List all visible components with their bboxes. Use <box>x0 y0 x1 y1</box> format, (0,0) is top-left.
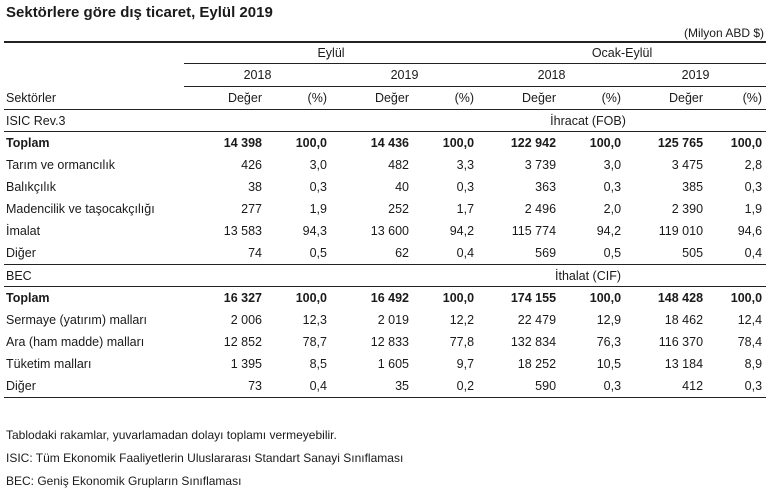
value-cell: 2 006 <box>230 313 262 327</box>
group-header-eylul: Eylül <box>184 42 478 64</box>
value-cell: 115 774 <box>511 224 557 238</box>
table-row <box>4 220 766 242</box>
value-cell: 119 010 <box>658 224 704 238</box>
footnote: BEC: Geniş Ekonomik Grupların Sınıflaması <box>6 474 242 488</box>
percent-cell: 76,3 <box>596 335 622 349</box>
footnote: ISIC: Tüm Ekonomik Faaliyetlerin Uluslararası Standart Sanayi Sınıflaması <box>6 451 404 465</box>
export-section-header <box>4 110 766 132</box>
percent-cell: 0,5 <box>560 242 625 265</box>
percent-cell: 2,8 <box>744 158 763 172</box>
sector-name: Ara (ham madde) malları <box>6 335 145 349</box>
value-cell: 74 <box>184 242 266 265</box>
percent-cell: 8,5 <box>309 357 327 371</box>
percent-cell: 1,9 <box>744 202 763 216</box>
value-cell: 505 <box>625 242 707 265</box>
percent-cell: 100,0 <box>730 136 763 150</box>
value-cell: 13 184 <box>664 357 704 371</box>
trade-table <box>4 41 766 398</box>
percent-cell: 0,3 <box>603 180 622 194</box>
percent-cell: 1,9 <box>309 202 327 216</box>
percent-cell: 77,8 <box>449 335 475 349</box>
value-cell: 13 583 <box>223 224 262 238</box>
table-row <box>4 309 766 331</box>
year-header: 2018 <box>184 64 331 87</box>
year-header: 2019 <box>625 64 766 87</box>
value-cell: 14 436 <box>370 136 409 150</box>
footnote: Tablodaki rakamlar, yuvarlamadan dolayı toplamı vermeyebilir. <box>6 428 337 442</box>
value-cell: 18 462 <box>664 313 704 327</box>
value-cell: 569 <box>478 242 560 265</box>
value-column-header: Değer <box>184 87 266 110</box>
header-row-groups <box>4 42 766 64</box>
value-cell: 73 <box>184 375 266 398</box>
percent-cell: 12,9 <box>596 313 622 327</box>
table-title: Sektörlere göre dış ticaret, Eylül 2019 <box>6 4 273 21</box>
percent-cell: 12,4 <box>737 313 763 327</box>
value-cell: 38 <box>248 180 262 194</box>
sector-column-header: Sektörler <box>4 87 184 110</box>
percent-cell: 100,0 <box>442 291 475 305</box>
percent-cell: 100,0 <box>295 291 327 305</box>
table-row <box>4 176 766 198</box>
percent-column-header: (%) <box>560 87 625 110</box>
value-cell: 385 <box>682 180 704 194</box>
percent-cell: 0,5 <box>266 242 331 265</box>
table-row <box>4 287 766 310</box>
value-cell: 174 155 <box>510 291 557 305</box>
value-cell: 2 019 <box>377 313 409 327</box>
percent-cell: 0,3 <box>309 180 327 194</box>
sector-name: Diğer <box>4 242 184 265</box>
year-header: 2019 <box>331 64 478 87</box>
sector-name: Diğer <box>4 375 184 398</box>
percent-cell: 1,7 <box>456 202 475 216</box>
percent-cell: 12,3 <box>302 313 327 327</box>
value-cell: 426 <box>241 158 262 172</box>
percent-cell: 100,0 <box>730 291 763 305</box>
value-cell: 16 327 <box>223 291 262 305</box>
value-cell: 12 833 <box>370 335 409 349</box>
value-cell: 482 <box>388 158 409 172</box>
sector-name: Toplam <box>6 291 50 305</box>
percent-cell: 12,2 <box>449 313 475 327</box>
value-cell: 12 852 <box>223 335 262 349</box>
value-cell: 1 605 <box>377 357 409 371</box>
value-cell: 125 765 <box>657 136 704 150</box>
value-cell: 1 395 <box>230 357 262 371</box>
value-cell: 2 496 <box>524 202 557 216</box>
percent-cell: 0,3 <box>456 180 475 194</box>
percent-cell: 0,4 <box>707 242 766 265</box>
percent-cell: 0,3 <box>744 180 763 194</box>
value-cell: 13 600 <box>370 224 409 238</box>
percent-cell: 2,0 <box>603 202 622 216</box>
sector-name: Balıkçılık <box>6 180 57 194</box>
percent-cell: 94,3 <box>302 224 327 238</box>
value-column-header: Değer <box>625 87 707 110</box>
percent-cell: 78,4 <box>737 335 763 349</box>
percent-cell: 94,2 <box>449 224 475 238</box>
value-cell: 35 <box>331 375 413 398</box>
percent-cell: 0,4 <box>413 242 478 265</box>
value-column-header: Değer <box>478 87 560 110</box>
value-cell: 2 390 <box>671 202 704 216</box>
percent-cell: 10,5 <box>596 357 622 371</box>
value-cell: 40 <box>395 180 409 194</box>
percent-cell: 3,0 <box>309 158 327 172</box>
percent-cell: 94,6 <box>737 224 763 238</box>
percent-cell: 8,9 <box>744 357 763 371</box>
table-row <box>4 353 766 375</box>
percent-column-header: (%) <box>413 87 478 110</box>
percent-column-header: (%) <box>707 87 766 110</box>
value-cell: 116 370 <box>658 335 704 349</box>
sector-name: Sermaye (yatırım) malları <box>6 313 147 327</box>
percent-cell: 0,2 <box>413 375 478 398</box>
classification-label: BEC <box>4 265 184 287</box>
percent-column-header: (%) <box>266 87 331 110</box>
table-row <box>4 198 766 220</box>
table-row <box>4 154 766 176</box>
value-cell: 3 739 <box>524 158 557 172</box>
section-title: İthalat (CIF) <box>184 265 766 287</box>
value-cell: 148 428 <box>657 291 704 305</box>
value-cell: 590 <box>478 375 560 398</box>
table-row <box>4 375 766 398</box>
value-column-header: Değer <box>331 87 413 110</box>
table-row <box>4 132 766 155</box>
percent-cell: 100,0 <box>442 136 475 150</box>
sector-name: Madencilik ve taşocakçılığı <box>6 202 155 216</box>
percent-cell: 0,3 <box>560 375 625 398</box>
value-cell: 122 942 <box>510 136 557 150</box>
unit-label: (Milyon ABD $) <box>683 26 764 40</box>
percent-cell: 100,0 <box>589 136 622 150</box>
value-cell: 277 <box>241 202 262 216</box>
value-cell: 252 <box>388 202 409 216</box>
table-row <box>4 331 766 353</box>
percent-cell: 78,7 <box>302 335 327 349</box>
percent-cell: 100,0 <box>295 136 327 150</box>
value-cell: 363 <box>535 180 557 194</box>
sector-name: Tarım ve ormancılık <box>6 158 116 172</box>
group-header-ocak-eylul: Ocak-Eylül <box>478 42 766 64</box>
percent-cell: 9,7 <box>456 357 475 371</box>
year-header: 2018 <box>478 64 625 87</box>
header-row-years <box>4 64 766 87</box>
value-cell: 62 <box>331 242 413 265</box>
percent-cell: 0,3 <box>707 375 766 398</box>
percent-cell: 100,0 <box>589 291 622 305</box>
percent-cell: 3,0 <box>603 158 622 172</box>
value-cell: 22 479 <box>517 313 557 327</box>
sector-name: Tüketim malları <box>6 357 92 371</box>
section-title: İhracat (FOB) <box>184 110 766 132</box>
sector-name: İmalat <box>6 224 41 238</box>
table-row <box>4 242 766 265</box>
percent-cell: 3,3 <box>456 158 475 172</box>
percent-cell: 94,2 <box>596 224 622 238</box>
sector-name: Toplam <box>6 136 50 150</box>
percent-cell: 0,4 <box>266 375 331 398</box>
classification-label: ISIC Rev.3 <box>4 110 184 132</box>
header-row-columns <box>4 87 766 110</box>
value-cell: 412 <box>625 375 707 398</box>
value-cell: 16 492 <box>370 291 409 305</box>
value-cell: 14 398 <box>223 136 262 150</box>
value-cell: 132 834 <box>510 335 557 349</box>
value-cell: 18 252 <box>517 357 557 371</box>
value-cell: 3 475 <box>671 158 704 172</box>
import-section-header <box>4 265 766 287</box>
